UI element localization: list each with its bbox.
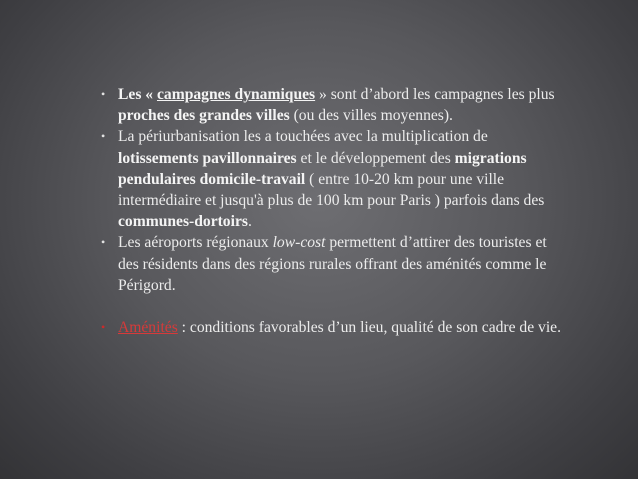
text-segment: (ou des villes moyennes).: [289, 107, 453, 125]
term-proches-grandes-villes: proches des grandes villes: [118, 107, 290, 125]
bullet-icon-red: •: [101, 320, 106, 335]
bullet-icon: •: [101, 235, 106, 250]
bullet-icon: •: [101, 87, 106, 101]
text-segment: .: [247, 213, 252, 231]
bullet-item-amenites: [98, 317, 568, 338]
text-segment: ( entre 10-20 km pour une ville intermédiaire et jusqu'à plus de 100 km pour Paris ) parfois dans des: [118, 170, 545, 210]
term-lotissements: lotissements pavillonnaires: [118, 149, 297, 167]
definition-term-amenites: Aménités: [118, 319, 178, 337]
definition-text: : conditions favorables d’un lieu, qualité de son cadre de vie.: [177, 319, 561, 337]
bullet-item-campagnes: [98, 84, 568, 126]
term-communes-dortoirs: communes-dortoirs: [118, 213, 248, 231]
text-segment: La périurbanisation les a touchées avec la multiplication de: [118, 128, 488, 146]
term-migrations-pendulaires: migrations pendulaires domicile-travail: [118, 149, 527, 188]
bullet-item-aeroports: [98, 232, 568, 296]
text-segment: permettent d’attirer des touristes et des résidents dans des régions rurales offrant des aménités comme le Périgord.: [118, 234, 547, 294]
text-segment: Les «: [118, 86, 157, 103]
text-segment: Les aéroports régionaux: [118, 234, 273, 252]
bullet-list: [98, 84, 568, 338]
bullet-icon: •: [101, 129, 106, 144]
text-segment: et le développement des: [296, 149, 455, 167]
bullet-item-periurbanisation: [98, 126, 568, 232]
text-segment: » sont d’abord les campagnes les plus: [315, 86, 555, 103]
term-campagnes-dynamiques: campagnes dynamiques: [156, 86, 316, 103]
term-low-cost: low-cost: [272, 234, 326, 252]
